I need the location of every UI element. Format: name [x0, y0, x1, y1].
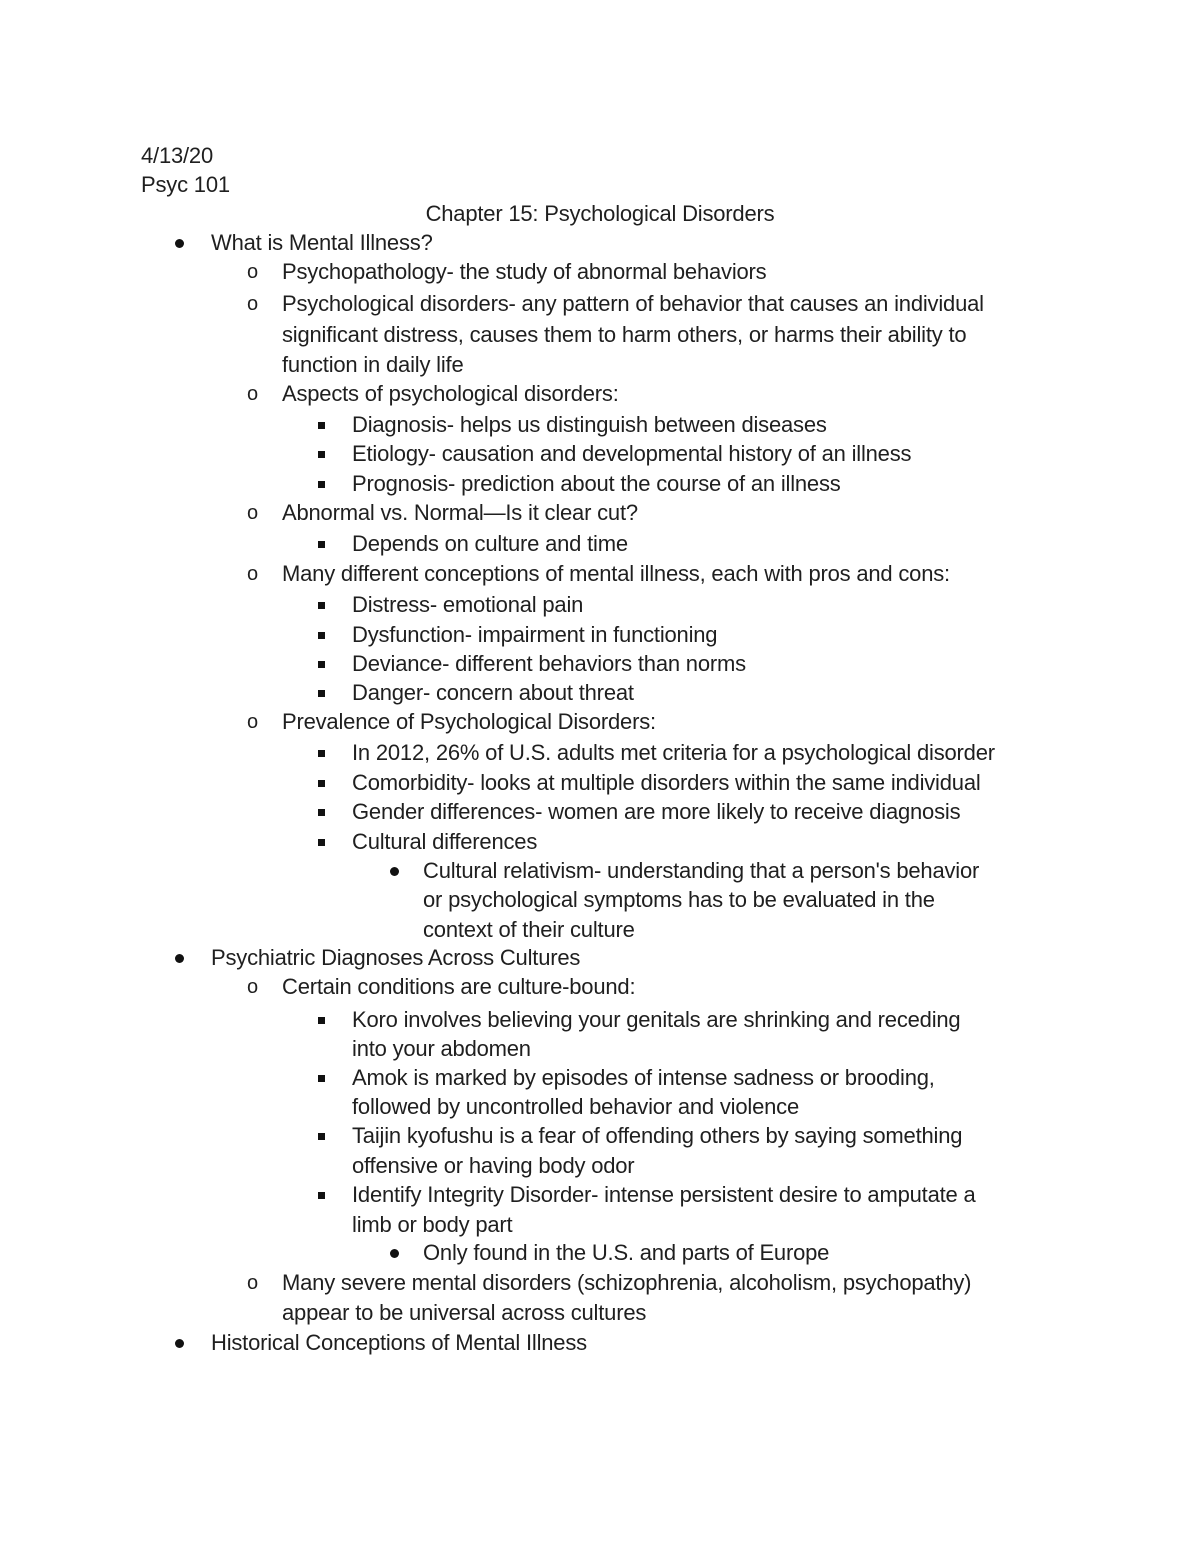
- outline-item-level-3-line: Distress- emotional pain: [352, 592, 584, 617]
- square-bullet-icon: [318, 632, 325, 639]
- outline-item-level-3-line: Comorbidity- looks at multiple disorders within the same individual: [352, 770, 981, 795]
- outline-item-level-3-line: Taijin kyofushu is a fear of offending others by saying something: [352, 1123, 963, 1148]
- outline-item-level-2-line: Psychological disorders- any pattern of behavior that causes an individual: [282, 291, 984, 316]
- date-text: 4/13/20: [141, 143, 214, 168]
- round-bullet-icon: [390, 867, 399, 876]
- outline-item-level-3-line: offensive or having body odor: [352, 1153, 635, 1178]
- outline-item-level-3-line: followed by uncontrolled behavior and violence: [352, 1094, 799, 1119]
- outline-item-level-2-line: Many different conceptions of mental illness, each with pros and cons:: [282, 561, 950, 586]
- round-bullet-icon: [175, 954, 184, 963]
- square-bullet-icon: [318, 422, 325, 429]
- course-text: Psyc 101: [141, 172, 230, 197]
- hollow-circle-bullet-icon: o: [247, 976, 259, 998]
- outline-item-level-4-line: context of their culture: [423, 917, 635, 942]
- outline-item-level-3-line: Deviance- different behaviors than norms: [352, 651, 746, 676]
- outline-item-level-2-line: Aspects of psychological disorders:: [282, 381, 619, 406]
- outline-item-level-3-line: Dysfunction- impairment in functioning: [352, 622, 718, 647]
- round-bullet-icon: [390, 1249, 399, 1258]
- hollow-circle-bullet-icon: o: [247, 563, 259, 585]
- outline-item-level-2-line: Prevalence of Psychological Disorders:: [282, 709, 656, 734]
- square-bullet-icon: [318, 750, 325, 757]
- outline-item-level-3-line: Danger- concern about threat: [352, 680, 634, 705]
- outline-item-level-3-line: Depends on culture and time: [352, 531, 628, 556]
- outline-item-level-1-line: Psychiatric Diagnoses Across Cultures: [211, 945, 581, 970]
- outline-item-level-4-line: Cultural relativism- understanding that a person's behavior: [423, 858, 980, 883]
- hollow-circle-bullet-icon: o: [247, 711, 259, 733]
- outline-item-level-3-line: Cultural differences: [352, 829, 538, 854]
- outline-item-level-3-line: Amok is marked by episodes of intense sadness or brooding,: [352, 1065, 935, 1090]
- outline-item-level-3-line: Identify Integrity Disorder- intense persistent desire to amputate a: [352, 1182, 976, 1207]
- hollow-circle-bullet-icon: o: [247, 383, 259, 405]
- outline-item-level-1-line: Historical Conceptions of Mental Illness: [211, 1330, 587, 1355]
- outline-item-level-3-line: Prognosis- prediction about the course of an illness: [352, 471, 841, 496]
- outline-item-level-3-line: into your abdomen: [352, 1036, 531, 1061]
- round-bullet-icon: [175, 239, 184, 248]
- square-bullet-icon: [318, 809, 325, 816]
- round-bullet-icon: [175, 1339, 184, 1348]
- hollow-circle-bullet-icon: o: [247, 502, 259, 524]
- outline-item-level-2-line: Abnormal vs. Normal—Is it clear cut?: [282, 500, 638, 525]
- outline-item-level-1-line: What is Mental Illness?: [211, 230, 433, 255]
- square-bullet-icon: [318, 690, 325, 697]
- hollow-circle-bullet-icon: o: [247, 293, 259, 315]
- outline-item-level-2-line: Many severe mental disorders (schizophrenia, alcoholism, psychopathy): [282, 1270, 972, 1295]
- square-bullet-icon: [318, 451, 325, 458]
- square-bullet-icon: [318, 481, 325, 488]
- outline-item-level-3-line: limb or body part: [352, 1212, 513, 1237]
- square-bullet-icon: [318, 839, 325, 846]
- square-bullet-icon: [318, 541, 325, 548]
- outline-item-level-3-line: Etiology- causation and developmental history of an illness: [352, 441, 912, 466]
- square-bullet-icon: [318, 602, 325, 609]
- outline-item-level-4-line: or psychological symptoms has to be evaluated in the: [423, 887, 935, 912]
- outline-item-level-2-line: Psychopathology- the study of abnormal behaviors: [282, 259, 767, 284]
- outline-item-level-2-line: significant distress, causes them to harm others, or harms their ability to: [282, 322, 967, 347]
- outline-item-level-3-line: In 2012, 26% of U.S. adults met criteria for a psychological disorder: [352, 740, 995, 765]
- hollow-circle-bullet-icon: o: [247, 261, 259, 283]
- square-bullet-icon: [318, 1133, 325, 1140]
- outline-item-level-2-line: Certain conditions are culture-bound:: [282, 974, 636, 999]
- square-bullet-icon: [318, 780, 325, 787]
- square-bullet-icon: [318, 1075, 325, 1082]
- square-bullet-icon: [318, 661, 325, 668]
- outline-item-level-3-line: Gender differences- women are more likely to receive diagnosis: [352, 799, 961, 824]
- outline-item-level-2-line: function in daily life: [282, 352, 464, 377]
- square-bullet-icon: [318, 1017, 325, 1024]
- outline-item-level-2-line: appear to be universal across cultures: [282, 1300, 647, 1325]
- outline-item-level-3-line: Diagnosis- helps us distinguish between diseases: [352, 412, 827, 437]
- chapter-title: Chapter 15: Psychological Disorders: [425, 201, 775, 226]
- hollow-circle-bullet-icon: o: [247, 1272, 259, 1294]
- square-bullet-icon: [318, 1192, 325, 1199]
- outline-item-level-4-line: Only found in the U.S. and parts of Europe: [423, 1240, 830, 1265]
- outline-item-level-3-line: Koro involves believing your genitals are shrinking and receding: [352, 1007, 961, 1032]
